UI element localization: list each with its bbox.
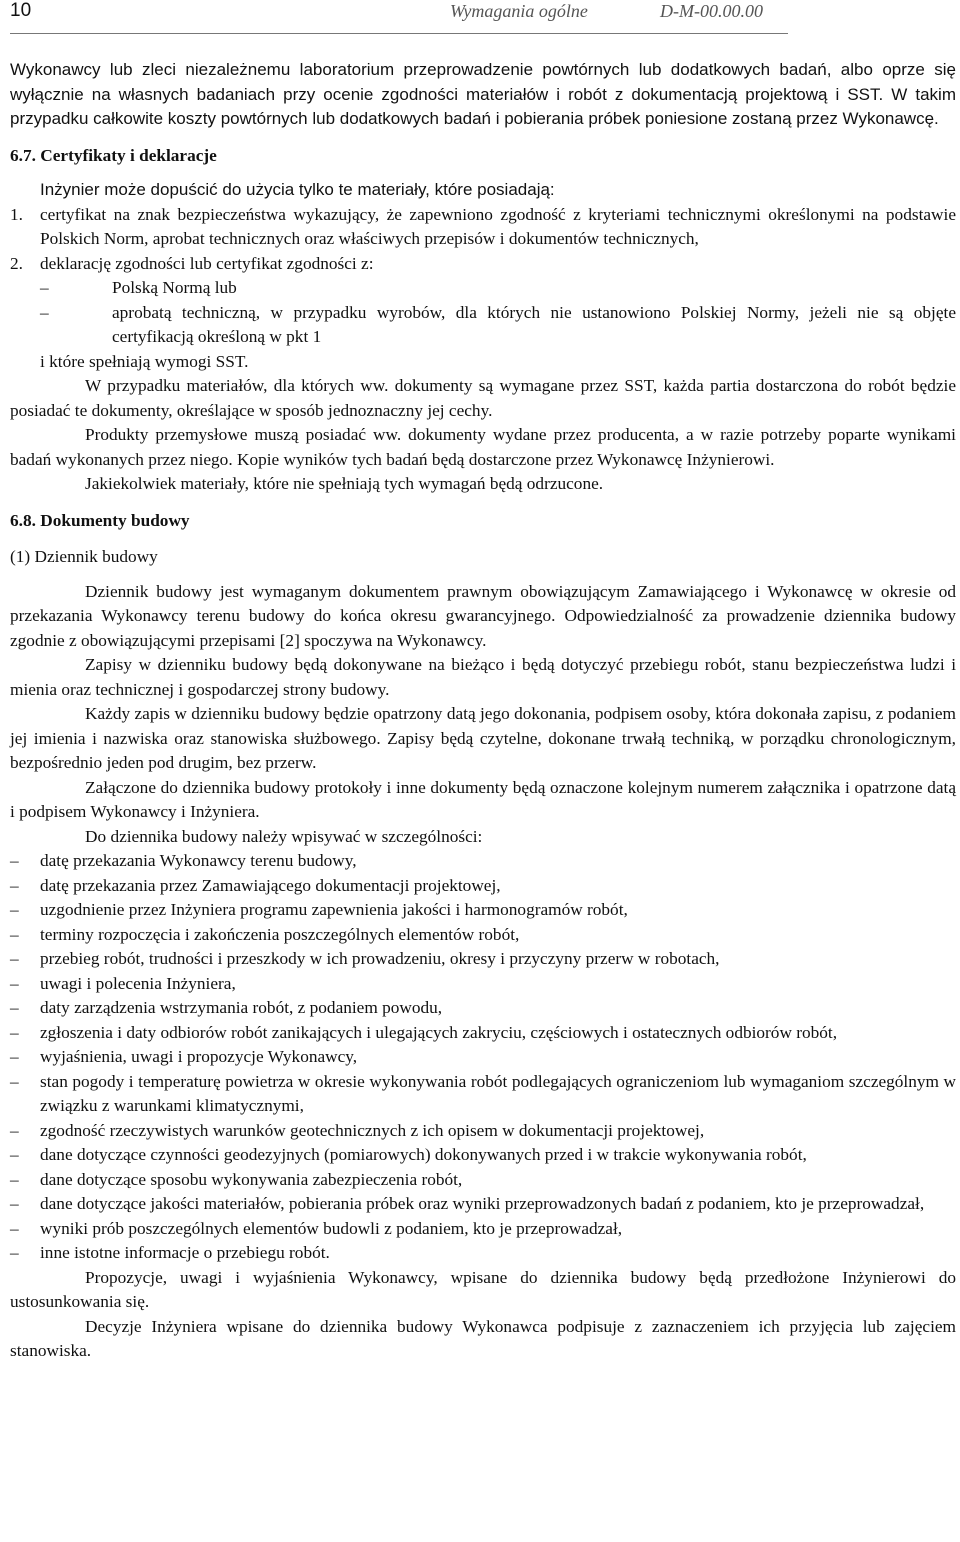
item-text: deklarację zgodności lub certyfikat zgodności z: [40, 253, 374, 273]
list-item [10, 947, 956, 972]
item-number: 1. [10, 204, 23, 224]
paragraph: Propozycje, uwagi i wyjaśnienia Wykonawcy, wpisane do dziennika budowy będą przedłożone Inżynierowi do ustosunkowania się. [10, 1267, 956, 1311]
list-item [10, 996, 956, 1021]
list-item-text: datę przekazania Wykonawcy terenu budowy, [40, 851, 357, 870]
list-item [10, 923, 956, 948]
dash-bullet: – [40, 302, 49, 322]
intro-paragraph: Wykonawcy lub zleci niezależnemu laboratorium przeprowadzenie powtórnych lub dodatkowych badań, albo oprze się wyłącznie na własnych badaniach przy ocenie zgodności materiałów i robót z dokumentacją projektową i SST. W takim przypadku całkowite koszty powtórnych lub dodatkowych badań i pobierania próbek poniesione zostaną przez Wykonawcę. [10, 60, 956, 128]
list-item [10, 972, 956, 997]
list-item-text: dane dotyczące czynności geodezyjnych (pomiarowych) dokonywanych przed i w trakcie wykonywania robót, [40, 1145, 807, 1164]
list-item-text: stan pogody i temperaturę powietrza w okresie wykonywania robót podlegających ograniczeniom lub wymaganiom szczególnym w związku z warunkami klimatycznymi, [40, 1071, 956, 1115]
sub-item-1 [10, 276, 956, 301]
item-number: 2. [10, 253, 23, 273]
list-item-text: daty zarządzenia wstrzymania robót, z podaniem powodu, [40, 998, 443, 1017]
dash-bullet: – [10, 1047, 19, 1066]
list-item [10, 1192, 956, 1217]
list-item [10, 1119, 956, 1144]
paragraph: Jakiekolwiek materiały, które nie spełniają tych wymagań będą odrzucone. [85, 474, 604, 493]
list-item [10, 1070, 956, 1119]
paragraph: Zapisy w dzienniku budowy będą dokonywane na bieżąco i będą dotyczyć przebiegu robót, stanu bezpieczeństwa ludzi i mienia oraz technicznej i gospodarczej strony budowy. [10, 655, 956, 699]
header-title: Wymagania ogólne [450, 1, 588, 21]
dash-bullet: – [10, 1022, 19, 1042]
list-item-text: dane dotyczące sposobu wykonywania zabezpieczenia robót, [40, 1169, 463, 1189]
header-code: D-M-00.00.00 [660, 1, 763, 21]
dash-bullet: – [10, 1145, 19, 1164]
sub-item-text: aprobatą techniczną, w przypadku wyrobów, dla których nie ustanowiono Polskiej Normy, jeżeli nie są objęte certyfikacją określoną w pkt 1 [112, 302, 956, 346]
list-item-text: uzgodnienie przez Inżyniera programu zapewnienia jakości i harmonogramów robót, [40, 900, 628, 919]
list-item [10, 849, 956, 874]
dash-bullet: – [10, 949, 19, 968]
page-header [10, 0, 790, 28]
numbered-item-1 [10, 203, 956, 252]
header-rule [10, 33, 788, 34]
list-item [10, 1021, 956, 1046]
items-tail: i które spełniają wymogi SST. [40, 351, 249, 371]
dash-bullet: – [10, 924, 19, 944]
dash-bullet: – [10, 1243, 19, 1262]
dash-bullet: – [10, 1120, 19, 1140]
list-item [10, 1045, 956, 1070]
section-6-8-heading: 6.8. Dokumenty budowy [10, 510, 190, 530]
list-item-text: zgłoszenia i daty odbiorów robót zanikających i ulegających zakryciu, częściowych i ostatecznych odbiorów robót, [40, 1022, 838, 1042]
dash-bullet: – [10, 1071, 19, 1091]
item-text: certyfikat na znak bezpieczeństwa wykazujący, że zapewniono zgodność z kryteriami technicznymi określonymi na podstawie Polskich Norm, aprobat technicznych oraz właściwych przepisów i dokumentów technicznych, [40, 204, 956, 248]
paragraph: Dziennik budowy jest wymaganym dokumentem prawnym obowiązującym Zamawiającego i Wykonawcę w okresie od przekazania Wykonawcy terenu budowy do końca okresu gwarancyjnego. Odpowiedzialność za prowadzenie dziennika budowy zgodnie z obowiązującymi przepisami [2] spoczywa na Wykonawcy. [10, 581, 956, 650]
section-6-7-heading: 6.7. Certyfikaty i deklaracje [10, 145, 217, 165]
dash-bullet: – [10, 851, 19, 870]
section-6-7-lead: Inżynier może dopuścić do użycia tylko te materiały, które posiadają: [40, 180, 555, 199]
document-body [10, 58, 956, 1364]
paragraph: Decyzje Inżyniera wpisane do dziennika budowy Wykonawca podpisuje z zaznaczeniem ich przyjęcia lub zajęciem stanowiska. [10, 1316, 956, 1360]
list-item [10, 1143, 956, 1168]
subsection-heading: (1) Dziennik budowy [10, 547, 158, 566]
list-item-text: datę przekazania przez Zamawiającego dokumentacji projektowej, [40, 875, 501, 895]
page-number: 10 [10, 0, 32, 21]
paragraph: Każdy zapis w dzienniku budowy będzie opatrzony datą jego dokonania, podpisem osoby, która dokonała zapisu, z podaniem jej imienia i nazwiska oraz stanowiska służbowego. Zapisy będą czytelne, dokonane trwałą techniką, w porządku chronologicznym, bezpośrednio jeden pod drugim, bez przerw. [10, 704, 956, 772]
paragraph: W przypadku materiałów, dla których ww. dokumenty są wymagane przez SST, każda partia dostarczona do robót będzie posiadać te dokumenty, określające w sposób jednoznaczny jej cechy. [10, 376, 956, 420]
paragraph: Załączone do dziennika budowy protokoły i inne dokumenty będą oznaczone kolejnym numerem załącznika i opatrzone datą i podpisem Wykonawcy i Inżyniera. [10, 777, 956, 821]
list-item-text: dane dotyczące jakości materiałów, pobierania próbek oraz wyniki przeprowadzonych badań z podaniem, kto je przeprowadzał, [40, 1194, 925, 1213]
list-item [10, 1217, 956, 1242]
list-item [10, 874, 956, 899]
list-item-text: przebieg robót, trudności i przeszkody w ich prowadzeniu, okresy i przyczyny przerw w robotach, [40, 949, 720, 968]
diary-entries-list [10, 849, 956, 1266]
list-item [10, 1168, 956, 1193]
numbered-item-2 [10, 252, 956, 277]
list-item-text: terminy rozpoczęcia i zakończenia poszczególnych elementów robót, [40, 924, 520, 944]
dash-bullet: – [10, 1169, 19, 1189]
sub-item-2 [10, 301, 956, 350]
paragraph: Produkty przemysłowe muszą posiadać ww. dokumenty wydane przez producenta, a w razie potrzeby poparte wynikami badań wykonanych przez niego. Kopie wyników tych badań będą dostarczone przez Wykonawcę Inżynierowi. [10, 425, 956, 469]
paragraph: Do dziennika budowy należy wpisywać w szczególności: [85, 826, 483, 846]
list-item-text: wyjaśnienia, uwagi i propozycje Wykonawcy, [40, 1047, 358, 1066]
dash-bullet: – [10, 875, 19, 895]
dash-bullet: – [10, 973, 19, 993]
dash-bullet: – [10, 1194, 19, 1213]
list-item [10, 1241, 956, 1266]
dash-bullet: – [10, 1218, 19, 1238]
list-item-text: inne istotne informacje o przebiegu robót. [40, 1243, 330, 1262]
list-item [10, 898, 956, 923]
dash-bullet: – [10, 900, 19, 919]
sub-item-text: Polską Normą lub [112, 278, 237, 297]
dash-bullet: – [40, 278, 49, 297]
list-item-text: wyniki prób poszczególnych elementów budowli z podaniem, kto je przeprowadzał, [40, 1218, 623, 1238]
list-item-text: zgodność rzeczywistych warunków geotechnicznych z ich opisem w dokumentacji projektowej, [40, 1120, 705, 1140]
dash-bullet: – [10, 998, 19, 1017]
list-item-text: uwagi i polecenia Inżyniera, [40, 973, 236, 993]
